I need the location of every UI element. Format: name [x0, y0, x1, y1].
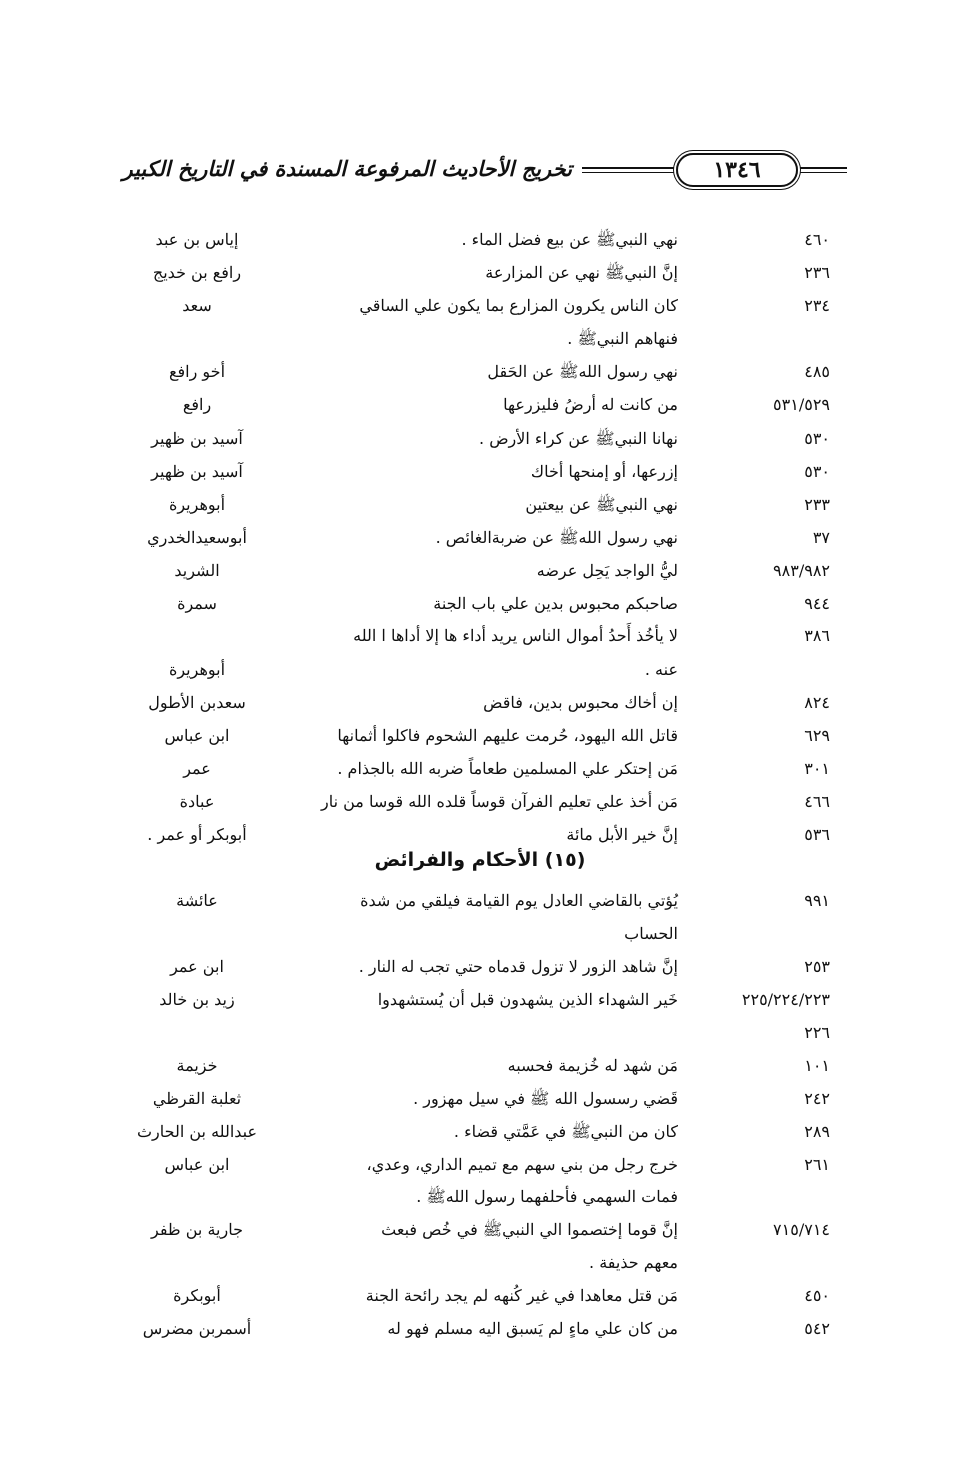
narrator-name: رافع: [182, 395, 212, 414]
hadith-text: مَن شهد له خُزيمة فحسبه: [507, 1056, 678, 1075]
narrator-name: عمر: [183, 759, 211, 778]
hadith-text: نهانا النبيﷺ عن كراء الأرض .: [479, 429, 678, 448]
hadith-text: فنهاهم النبيﷺ .: [567, 329, 678, 348]
hadith-text: نهي النبيﷺ عن بيعتين: [525, 495, 678, 514]
hadith-number: ٢٣٣: [804, 495, 830, 514]
hadith-text: لا يأخُذ أَحدُ أموال الناس يريد أداء ها إلا أداها ا الله: [353, 626, 678, 645]
hadith-number: ٣٠١: [804, 759, 830, 778]
narrator-name: أسمربن مضرس: [142, 1319, 252, 1338]
narrator-name: عبدالله بن الحارث: [136, 1122, 258, 1141]
hadith-number: ٥٣٦: [804, 825, 830, 844]
hadith-number: ٢٢٥/٢٢٤/٢٢٣: [741, 990, 830, 1009]
hadith-number: ٩٤٤: [804, 594, 830, 613]
hadith-number: ٤٦٠: [804, 230, 830, 249]
hadith-number: ١٠١: [804, 1056, 830, 1075]
hadith-number: ٥٣٠: [804, 462, 830, 481]
hadith-text: الحساب: [624, 924, 678, 943]
narrator-name: عبادة: [179, 792, 215, 811]
hadith-text: مَن إحتكر علي المسلمين طعاماً ضربه الله بالجذام .: [337, 759, 678, 778]
hadith-text: إنَّ خير الأبل مائة: [566, 825, 678, 844]
section-heading: (١٥) الأحكام والفرائض: [374, 849, 586, 871]
narrator-name: ابن عباس: [164, 1155, 230, 1174]
hadith-number: ٢٥٣: [804, 957, 830, 976]
narrator-name: سعدبن الأطول: [148, 693, 246, 712]
narrator-name: الشريد: [174, 561, 220, 580]
narrator-name: خزيمة: [176, 1056, 218, 1075]
hadith-number: ٢٣٦: [804, 263, 830, 282]
narrator-name: أبوهريرة: [168, 660, 226, 679]
narrator-name: أبوسعيدالخدري: [147, 528, 247, 547]
hadith-number: ٥٣٠: [804, 429, 830, 448]
hadith-text: كان الناس يكرون المزارع بما يكون علي الساقي: [359, 296, 678, 315]
narrator-name: أبوهريرة: [168, 495, 226, 514]
narrator-name: عائشة: [176, 891, 218, 910]
hadith-text: كان من النبيﷺ في عَمَّتي قضاء .: [453, 1122, 678, 1141]
hadith-text: قَضي رسسول الله ﷺ في سيل مهزور .: [413, 1089, 678, 1108]
hadith-text: معهم حذيفة .: [589, 1253, 678, 1272]
hadith-number: ٢٨٩: [804, 1122, 830, 1141]
hadith-number: ٤٥٠: [804, 1286, 830, 1305]
page-number-badge: ١٣٤٦: [676, 153, 798, 187]
hadith-text: صاحبكم محبوس بدين علي باب الجنة: [433, 594, 678, 613]
hadith-text: فمات السهمي فأحلفهما رسول اللهﷺ .: [416, 1187, 678, 1206]
hadith-number: ٢٢٦: [804, 1023, 830, 1042]
narrator-name: أبوبكر أو عمر .: [147, 825, 247, 844]
hadith-text: قاتل الله اليهود، حُرمت عليهم الشحوم فاكلوا أثمانها: [337, 726, 678, 745]
hadith-number: ٧١٥/٧١٤: [773, 1220, 830, 1239]
hadith-text: نهي رسول اللهﷺ عن ضربةالغائص .: [435, 528, 678, 547]
hadith-text: عنه .: [644, 660, 678, 679]
hadith-text: إن أخاك محبوس بدين، فاقض: [483, 693, 678, 712]
hadith-text: خَير الشهداء الذين يشهدون قبل أن يُستشهدوا: [377, 990, 678, 1009]
hadith-number: ٤٦٦: [804, 792, 830, 811]
hadith-text: إنَّ شاهد الزور لا تزول قدماه حتي تجب له النار .: [358, 957, 678, 976]
book-title: تخريج الأحاديث المرفوعة المسندة في التاريخ الكبير: [122, 156, 572, 181]
hadith-text: من كان علي ماءٍ لم يَسبق اليه مسلم فهو له: [387, 1319, 678, 1338]
narrator-name: رافع بن خديج: [152, 263, 242, 282]
narrator-name: إياس بن عبد: [155, 230, 239, 249]
hadith-text: إنَّ قوما إختصموا الي النبيﷺ في خُص فبعث: [381, 1220, 678, 1239]
hadith-number: ٥٤٢: [804, 1319, 830, 1338]
narrator-name: سمرة: [177, 594, 217, 613]
hadith-number: ٢٣٤: [804, 296, 830, 315]
hadith-text: مَن قتل معاهدا في غير كُنهه لم يجد رائحة الجنة: [365, 1286, 678, 1305]
hadith-number: ٣٧: [812, 528, 830, 547]
narrator-name: آسيد بن ظهير: [151, 462, 243, 481]
hadith-text: إنَّ النبيﷺ نهي عن المزارعة: [485, 263, 678, 282]
hadith-number: ٤٨٥: [804, 362, 830, 381]
hadith-number: ٢٤٢: [804, 1089, 830, 1108]
hadith-number: ٣٨٦: [804, 626, 830, 645]
hadith-text: يُؤتي بالقاضي العادل يوم القيامة فيلقي من شدة: [360, 891, 678, 910]
hadith-number: ٩٩١: [804, 891, 830, 910]
hadith-number: ٩٨٣/٩٨٢: [773, 561, 830, 580]
narrator-name: ثعلبة القرظي: [152, 1089, 242, 1108]
hadith-text: مَن أخذ علي تعليم الفرآن قوساً قلده الله قوسا من نار: [320, 792, 678, 811]
hadith-number: ٨٢٤: [804, 693, 830, 712]
narrator-name: ابن عمر: [170, 957, 224, 976]
narrator-name: أبوبكرة: [173, 1286, 221, 1305]
hadith-number: ٥٣١/٥٢٩: [773, 395, 830, 414]
narrator-name: ابن عباس: [164, 726, 230, 745]
narrator-name: سعد: [182, 296, 212, 315]
hadith-number: ٢٦١: [804, 1155, 830, 1174]
hadith-text: إزرعها، أو إمنحها أخاك: [530, 462, 678, 481]
hadith-text: من كانت له أرضُ فليزرعها: [503, 395, 678, 414]
hadith-text: نهي النبيﷺ عن بيع فضل الماء .: [461, 230, 678, 249]
hadith-text: ليُّ الواجد يَحِل عرضه: [536, 561, 678, 580]
hadith-number: ٦٢٩: [804, 726, 830, 745]
hadith-text: خرج رجل من بني سهم مع تميم الداري، وعدي،: [366, 1155, 678, 1174]
narrator-name: آسيد بن ظهير: [151, 429, 243, 448]
narrator-name: جارية بن ظفر: [151, 1220, 243, 1239]
narrator-name: أخو رافع: [168, 362, 226, 381]
narrator-name: زيد بن خالد: [159, 990, 235, 1009]
hadith-text: نهي رسول اللهﷺ عن الحَقل: [487, 362, 678, 381]
